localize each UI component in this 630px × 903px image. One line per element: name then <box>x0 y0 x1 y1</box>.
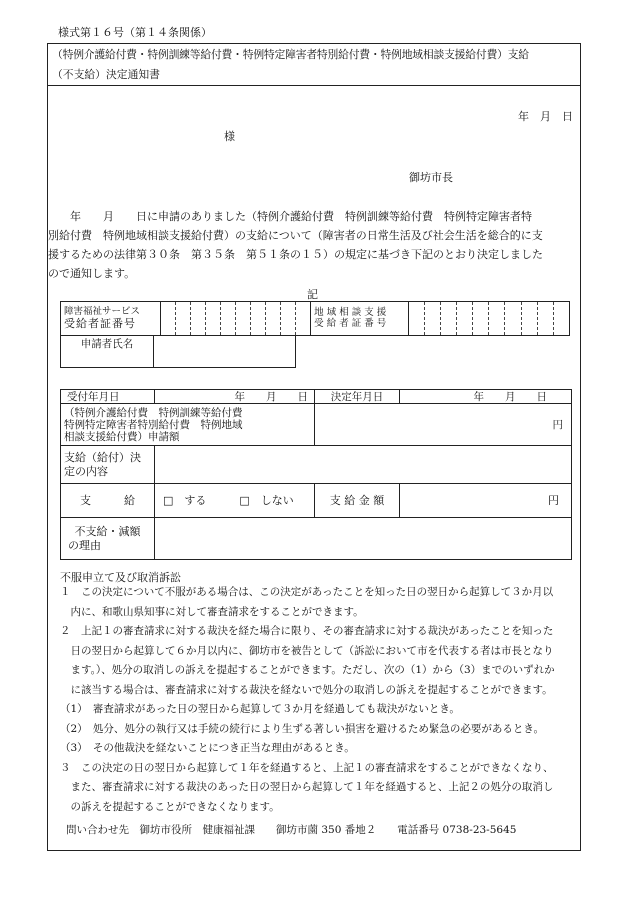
service-number-digit[interactable] <box>220 302 235 336</box>
decision-date-label: 決定年月日 <box>315 390 400 404</box>
body-line: 年 月 日に申請のありました（特例介護給付費 特例訓練等給付費 特例特定障害者特 <box>48 210 532 223</box>
service-number-digit[interactable] <box>266 302 281 336</box>
ki-label: 記 <box>307 288 318 301</box>
service-number-digit[interactable] <box>190 302 205 336</box>
appeal-heading: 不服申立て及び取消訴訟 <box>60 571 181 584</box>
id-table <box>60 301 570 336</box>
appeal-line: に該当する場合は、審査請求に対する裁決を経ないで処分の取消しの訴えを提起することができます。 <box>60 683 553 696</box>
appeal-line: 日の翌日から起算して６か月以内に、御坊市を被告として（訴訟において市を代表する者は市長となり <box>60 644 554 657</box>
applicant-name-label: 申請者氏名 <box>61 336 154 368</box>
claim-amount-label: （特例介護給付費 特例訓練等給付費 特例特定障害者特別給付費 特例地域 相談支援給付費）申請額 <box>61 404 315 446</box>
claim-amount-yen: 円 <box>552 418 563 431</box>
reason-field[interactable] <box>155 518 572 560</box>
decision-content-field[interactable] <box>155 446 572 484</box>
payment-amount-field[interactable] <box>400 484 572 518</box>
body-text <box>48 207 543 283</box>
appeal-line: ます。）、処分の取消しの訴えを提起することができます。ただし、次の（1）から（3）までのいずれか <box>60 664 555 676</box>
appeal-line: １ この決定について不服がある場合は、この決定があったことを知った日の翌日から起算して３か月以 <box>60 586 554 598</box>
regional-number-digit[interactable] <box>457 302 473 336</box>
appeal-line: ３ この決定の日の翌日から起算して１年を経過すると、上記１の審査請求をすることができなくなり、 <box>60 761 554 774</box>
appeal-line: の訴えを提起することができなくなります。 <box>60 800 280 813</box>
reason-label: 不支給・減額 の理由 <box>61 518 155 560</box>
option-yes-checkbox[interactable]: □ する <box>163 493 207 507</box>
regional-number-digit[interactable] <box>473 302 489 336</box>
issuer: 御坊市長 <box>409 171 453 184</box>
payment-amount-yen: 円 <box>548 493 559 507</box>
appeal-line: また、審査請求に対する裁決のあった日の翌日から起算して１年を経過すると、上記２の処分の取消し <box>60 781 554 793</box>
service-number-digit[interactable] <box>160 302 175 336</box>
regional-number-digit[interactable] <box>553 302 569 336</box>
regional-number-digit[interactable] <box>408 302 424 336</box>
service-number-digit[interactable] <box>236 302 251 336</box>
regional-number-digit[interactable] <box>537 302 553 336</box>
title-line-1: （特例介護給付費・特例訓練等給付費・特例特定障害者特別給付費・特例地域相談支援給付費）支給 <box>52 48 529 61</box>
applicant-name-field[interactable] <box>154 336 296 368</box>
regional-number-digit[interactable] <box>441 302 457 336</box>
payment-amount-label: 支 給 金 額 <box>315 484 400 518</box>
appeal-line: （3） その他裁決を経ないことにつき正当な理由があるとき。 <box>60 742 355 754</box>
appeal-line: （1） 審査請求があった日の翌日から起算して３か月を経過しても裁決がないとき。 <box>60 703 460 715</box>
payment-options <box>155 484 315 518</box>
regional-number-label: 地 域 相 談 支 援 受 給 者 証 番 号 <box>311 302 409 336</box>
received-date-label: 受付年月日 <box>61 390 155 404</box>
detail-table <box>60 389 572 560</box>
date-placeholder: 年 月 日 <box>518 110 573 123</box>
title-divider <box>47 85 580 86</box>
service-number-digit[interactable] <box>251 302 266 336</box>
received-date-field[interactable]: 年 月 日 <box>155 390 315 404</box>
claim-amount-field[interactable] <box>315 404 572 446</box>
regional-number-digit[interactable] <box>505 302 521 336</box>
contact-info: 問い合わせ先 御坊市役所 健康福祉課 御坊市薗 350 番地２ 電話番号 0738-23-5645 <box>66 824 517 836</box>
appeal-line: 内に、和歌山県知事に対して審査請求をすることができます。 <box>60 605 364 618</box>
service-number-label: 障害福祉サービス 受給者証番号 <box>61 302 161 336</box>
option-no-checkbox[interactable]: □ しない <box>239 493 294 507</box>
service-number-digit[interactable] <box>205 302 220 336</box>
body-line: 別給付費 特例地域相談支援給付費）の支給について（障害者の日常生活及び社会生活を総合的に支 <box>48 229 543 242</box>
regional-number-digit[interactable] <box>521 302 537 336</box>
decision-content-label: 支給（給付）決 定の内容 <box>61 446 155 484</box>
form-number: 様式第１６号（第１４条関係） <box>58 26 212 39</box>
decision-date-field[interactable]: 年 月 日 <box>400 390 572 404</box>
appeal-notes <box>60 583 555 817</box>
addressee-suffix: 様 <box>224 130 235 143</box>
service-number-digit[interactable] <box>175 302 190 336</box>
service-number-digit[interactable] <box>296 302 311 336</box>
regional-number-digit[interactable] <box>489 302 505 336</box>
appeal-line: ２ 上記１の審査請求に対する裁決を経た場合に限り、その審査請求に対する裁決があったことを知った <box>60 625 554 637</box>
service-number-digit[interactable] <box>281 302 296 336</box>
body-line: 援するための法律第３０条 第３５条 第５１条の１５）の規定に基づき下記のとおり決定しました <box>48 248 543 261</box>
appeal-line: （2） 処分、処分の執行又は手続の続行により生ずる著しい損害を避けるため緊急の必要があるとき。 <box>60 722 545 735</box>
title-line-2: （不支給）決定通知書 <box>52 68 160 81</box>
payment-label: 支 給 <box>61 484 155 518</box>
applicant-table <box>60 335 296 368</box>
regional-number-digit[interactable] <box>424 302 440 336</box>
body-line: ので通知します。 <box>48 267 136 280</box>
